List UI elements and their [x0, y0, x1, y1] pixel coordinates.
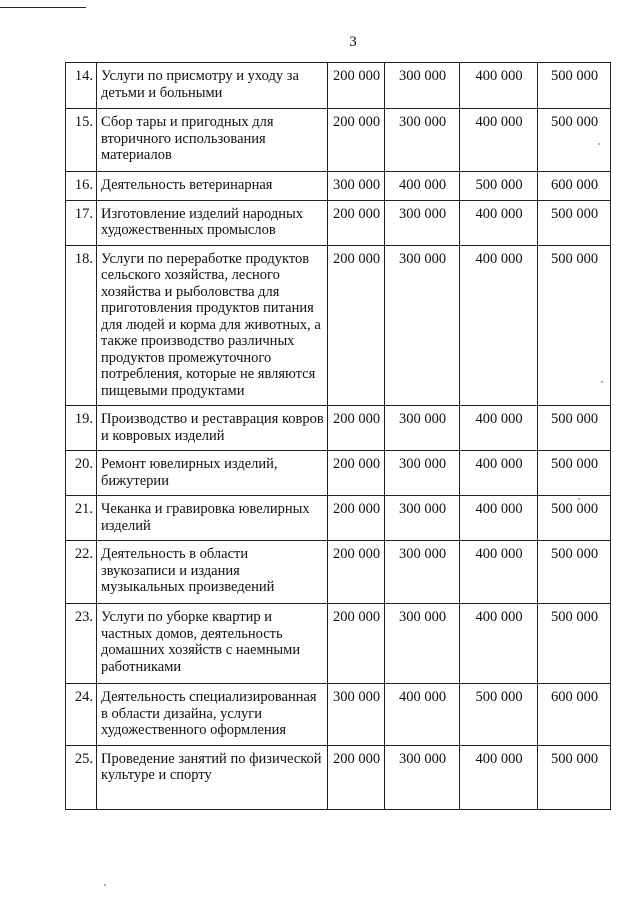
- value-col-2: 300 000: [385, 406, 460, 451]
- row-number: 24.: [66, 684, 97, 746]
- value-col-1: 200 000: [328, 200, 385, 245]
- value-col-2: 300 000: [385, 541, 460, 604]
- table-row: [66, 451, 611, 496]
- row-number: 17.: [66, 200, 97, 245]
- value-col-2: 300 000: [385, 245, 460, 406]
- value-col-3: 400 000: [460, 406, 538, 451]
- value-col-2: 300 000: [385, 109, 460, 172]
- table-row: [66, 200, 611, 245]
- page-number: 3: [349, 34, 357, 50]
- value-col-4: 500 000: [538, 541, 611, 604]
- value-col-2: 400 000: [385, 684, 460, 746]
- row-number: 23.: [66, 604, 97, 684]
- value-col-3: 400 000: [460, 541, 538, 604]
- value-col-3: 400 000: [460, 496, 538, 541]
- table-row: [66, 541, 611, 604]
- value-col-1: 200 000: [328, 496, 385, 541]
- value-col-4: 500 000: [538, 604, 611, 684]
- value-col-1: 200 000: [328, 245, 385, 406]
- value-col-2: 300 000: [385, 604, 460, 684]
- value-col-1: 200 000: [328, 541, 385, 604]
- value-col-4: 500 000: [538, 245, 611, 406]
- value-col-3: 400 000: [460, 200, 538, 245]
- value-col-4: 600 000: [538, 684, 611, 746]
- activity-name: Услуги по переработке продуктов сельского хозяйства, лесного хозяйства и рыболовства для приготовления продуктов питания для людей и корма для животных, а также производство различных продуктов промежуточного потребления, которые не являются пищевыми продуктами: [97, 245, 328, 406]
- value-col-3: 400 000: [460, 745, 538, 809]
- table-row: [66, 245, 611, 406]
- table-row: [66, 604, 611, 684]
- row-number: 19.: [66, 406, 97, 451]
- value-col-3: 500 000: [460, 684, 538, 746]
- activity-name: Услуги по присмотру и уходу за детьми и больными: [97, 63, 328, 109]
- value-col-3: 400 000: [460, 63, 538, 109]
- value-col-1: 200 000: [328, 604, 385, 684]
- row-number: 15.: [66, 109, 97, 172]
- value-col-1: 300 000: [328, 172, 385, 201]
- row-number: 18.: [66, 245, 97, 406]
- value-col-1: 200 000: [328, 406, 385, 451]
- scan-speck: [578, 498, 580, 500]
- activity-name: Ремонт ювелирных изделий, бижутерии: [97, 451, 328, 496]
- top-rule: [0, 7, 86, 8]
- value-col-4: 500 000: [538, 496, 611, 541]
- activity-name: Деятельность в области звукозаписи и издания музыкальных произведений: [97, 541, 328, 604]
- value-col-1: 300 000: [328, 684, 385, 746]
- row-number: 21.: [66, 496, 97, 541]
- fee-table: [65, 62, 611, 810]
- value-col-4: 500 000: [538, 745, 611, 809]
- value-col-4: 500 000: [538, 109, 611, 172]
- value-col-3: 400 000: [460, 604, 538, 684]
- table-row: [66, 172, 611, 201]
- row-number: 22.: [66, 541, 97, 604]
- row-number: 25.: [66, 745, 97, 809]
- table-row: [66, 63, 611, 109]
- value-col-2: 300 000: [385, 63, 460, 109]
- scan-speck: [601, 381, 603, 383]
- value-col-2: 400 000: [385, 172, 460, 201]
- value-col-2: 300 000: [385, 200, 460, 245]
- activity-name: Производство и реставрация ковров и ковровых изделий: [97, 406, 328, 451]
- table-row: [66, 684, 611, 746]
- value-col-1: 200 000: [328, 451, 385, 496]
- table-row: [66, 496, 611, 541]
- row-number: 20.: [66, 451, 97, 496]
- value-col-3: 400 000: [460, 245, 538, 406]
- value-col-4: 500 000: [538, 406, 611, 451]
- value-col-1: 200 000: [328, 109, 385, 172]
- value-col-3: 500 000: [460, 172, 538, 201]
- value-col-4: 500 000: [538, 63, 611, 109]
- activity-name: Сбор тары и пригодных для вторичного использования материалов: [97, 109, 328, 172]
- table-row: [66, 406, 611, 451]
- value-col-2: 300 000: [385, 451, 460, 496]
- value-col-3: 400 000: [460, 109, 538, 172]
- value-col-2: 300 000: [385, 745, 460, 809]
- value-col-1: 200 000: [328, 745, 385, 809]
- value-col-4: 500 000: [538, 200, 611, 245]
- table-row: [66, 109, 611, 172]
- value-col-3: 400 000: [460, 451, 538, 496]
- activity-name: Деятельность специализированная в области дизайна, услуги художественного оформления: [97, 684, 328, 746]
- value-col-1: 200 000: [328, 63, 385, 109]
- activity-name: Деятельность ветеринарная: [97, 172, 328, 201]
- table-body: [66, 63, 611, 810]
- activity-name: Проведение занятий по физической культуре и спорту: [97, 745, 328, 809]
- scan-speck: [598, 143, 600, 145]
- value-col-2: 300 000: [385, 496, 460, 541]
- scan-speck: [104, 884, 106, 886]
- activity-name: Чеканка и гравировка ювелирных изделий: [97, 496, 328, 541]
- row-number: 16.: [66, 172, 97, 201]
- activity-name: Услуги по уборке квартир и частных домов, деятельность домашних хозяйств с наемными работниками: [97, 604, 328, 684]
- row-number: 14.: [66, 63, 97, 109]
- value-col-4: 600 000: [538, 172, 611, 201]
- value-col-4: 500 000: [538, 451, 611, 496]
- activity-name: Изготовление изделий народных художественных промыслов: [97, 200, 328, 245]
- table-row: [66, 745, 611, 809]
